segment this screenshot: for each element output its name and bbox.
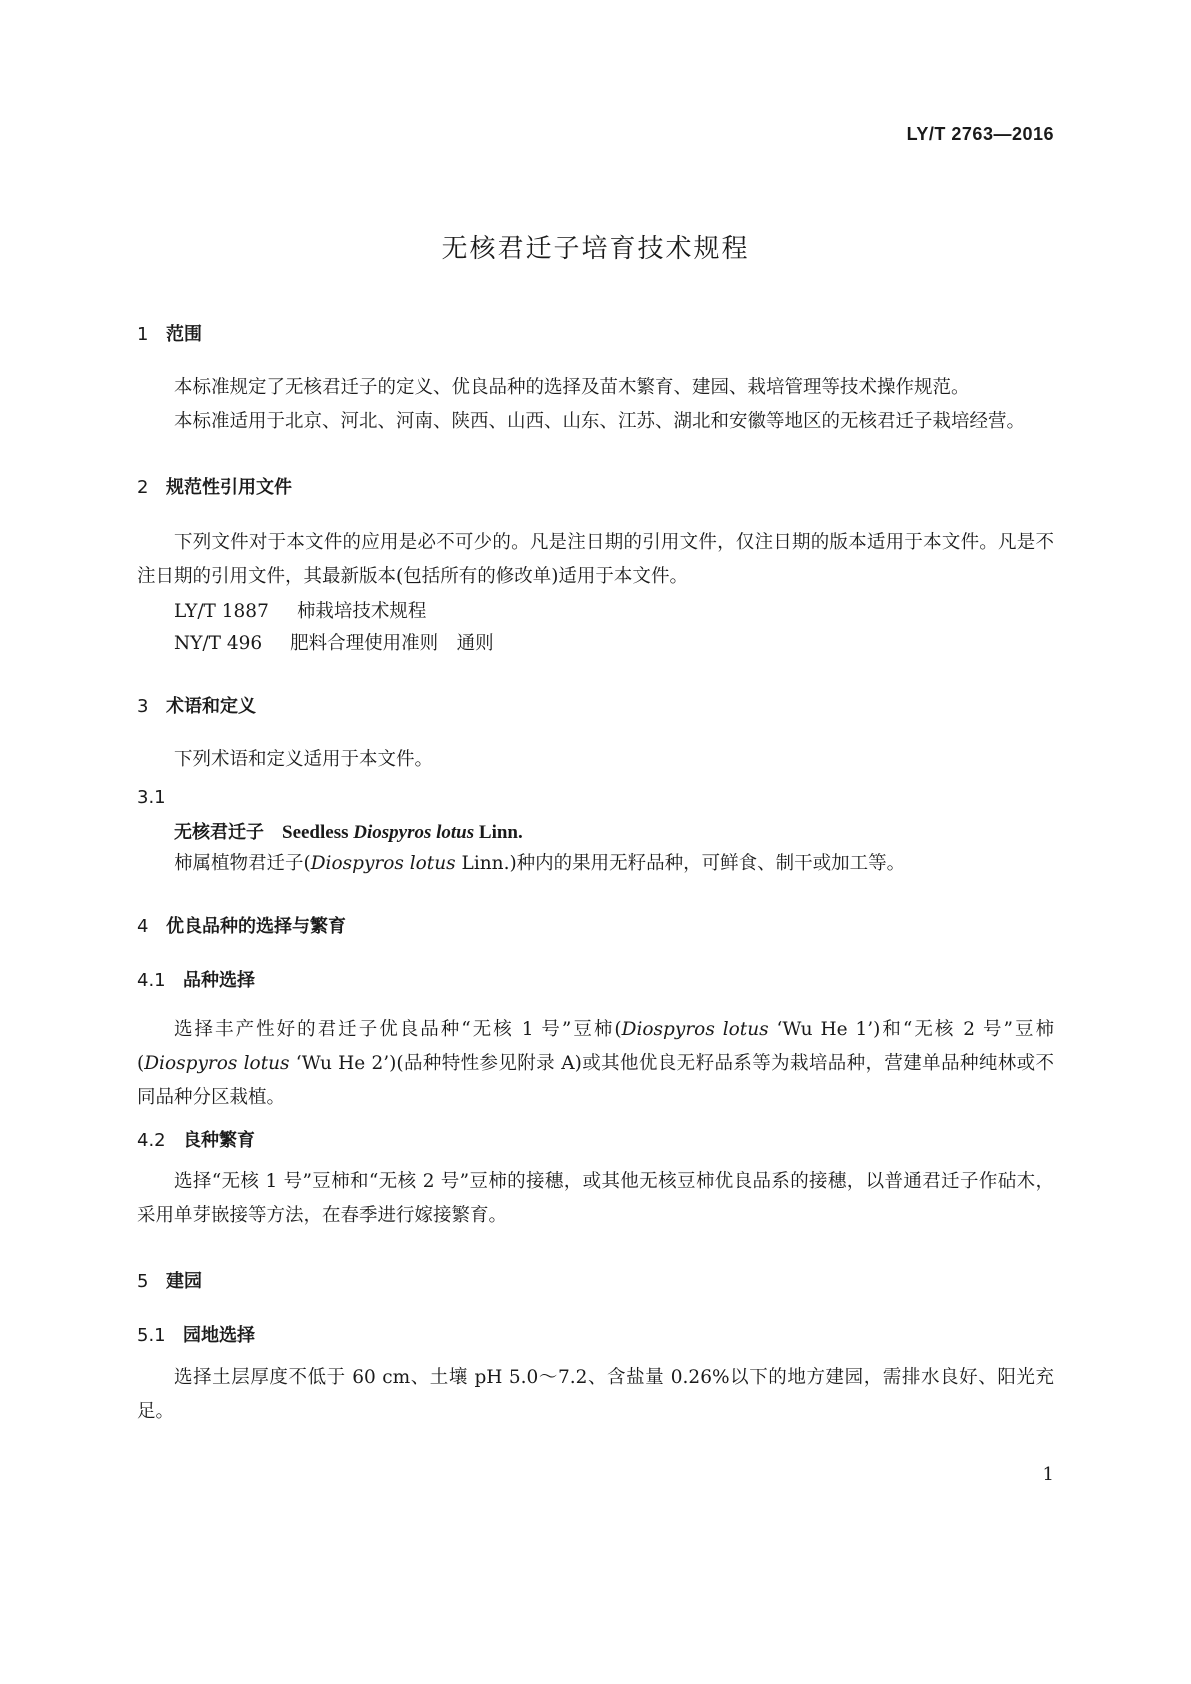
reference-code: LY/T 1887 <box>174 601 269 622</box>
section-number: 1 <box>137 324 149 345</box>
section-title: 规范性引用文件 <box>166 477 292 498</box>
paragraph: 本标准规定了无核君迁子的定义、优良品种的选择及苗木繁育、建园、栽培管理等技术操作规范。 <box>174 377 970 398</box>
subsection-number: 4.1 <box>137 970 166 991</box>
subsection-title: 品种选择 <box>183 970 255 991</box>
subsection-number: 4.2 <box>137 1130 166 1151</box>
reference-item <box>174 597 426 623</box>
section-3-heading <box>137 692 256 718</box>
section-2-heading <box>137 473 292 499</box>
section-number: 5 <box>137 1271 149 1292</box>
term-entry <box>174 818 523 844</box>
term-chinese: 无核君迁子 <box>174 822 264 843</box>
paragraph: 选择土层厚度不低于 60 cm、土壤 pH 5.0～7.2、含盐量 0.26%以下的地方建园，需排水良好、阳光充足。 <box>137 1367 1054 1422</box>
subsection-title: 园地选择 <box>183 1325 255 1346</box>
subsection-4-1-heading <box>137 966 255 992</box>
section-number: 3 <box>137 696 149 717</box>
section-title: 优良品种的选择与繁育 <box>166 916 346 937</box>
reference-title: 肥料合理使用准则 通则 <box>290 633 494 654</box>
term-english: Seedless Diospyros lotus Linn. <box>282 822 523 843</box>
reference-code: NY/T 496 <box>174 633 263 654</box>
section-number: 4 <box>137 916 149 937</box>
section-number: 2 <box>137 477 149 498</box>
clause-number: 3.1 <box>137 787 166 808</box>
paragraph: 选择丰产性好的君迁子优良品种“无核 1 号”豆柿(Diospyros lotus ‘Wu He 1’)和“无核 2 号”豆柿(Diospyros lotus ‘Wu He 2’)(品种特性参见附录 A)或其他优良无籽品系等为栽培品种，营建单品种纯林或不同品种分区栽植。 <box>137 1019 1054 1108</box>
section-1-heading <box>137 320 202 346</box>
paragraph: 选择“无核 1 号”豆柿和“无核 2 号”豆柿的接穗，或其他无核豆柿优良品系的接穗，以普通君迁子作砧木，采用单芽嵌接等方法，在春季进行嫁接繁育。 <box>137 1171 1054 1226</box>
reference-title: 柿栽培技术规程 <box>296 601 427 622</box>
subsection-title: 良种繁育 <box>183 1130 255 1151</box>
term-definition: 柿属植物君迁子(Diospyros lotus Linn.)种内的果用无籽品种，可鲜食、制干或加工等。 <box>174 853 906 874</box>
section-title: 范围 <box>166 324 202 345</box>
subsection-number: 5.1 <box>137 1325 166 1346</box>
subsection-4-2-heading <box>137 1126 255 1152</box>
document-title: 无核君迁子培育技术规程 <box>441 234 750 264</box>
page-number: 1 <box>1042 1464 1054 1485</box>
section-title: 术语和定义 <box>166 696 256 717</box>
standard-code: LY/T 2763—2016 <box>906 124 1054 144</box>
paragraph: 下列文件对于本文件的应用是必不可少的。凡是注日期的引用文件，仅注日期的版本适用于本文件。凡是不注日期的引用文件，其最新版本(包括所有的修改单)适用于本文件。 <box>137 532 1054 587</box>
subsection-5-1-heading <box>137 1321 255 1347</box>
section-5-heading <box>137 1267 202 1293</box>
paragraph: 本标准适用于北京、河北、河南、陕西、山西、山东、江苏、湖北和安徽等地区的无核君迁子栽培经营。 <box>174 411 1026 432</box>
paragraph: 下列术语和定义适用于本文件。 <box>174 749 434 770</box>
section-title: 建园 <box>166 1271 202 1292</box>
reference-item <box>174 629 494 655</box>
section-4-heading <box>137 912 346 938</box>
